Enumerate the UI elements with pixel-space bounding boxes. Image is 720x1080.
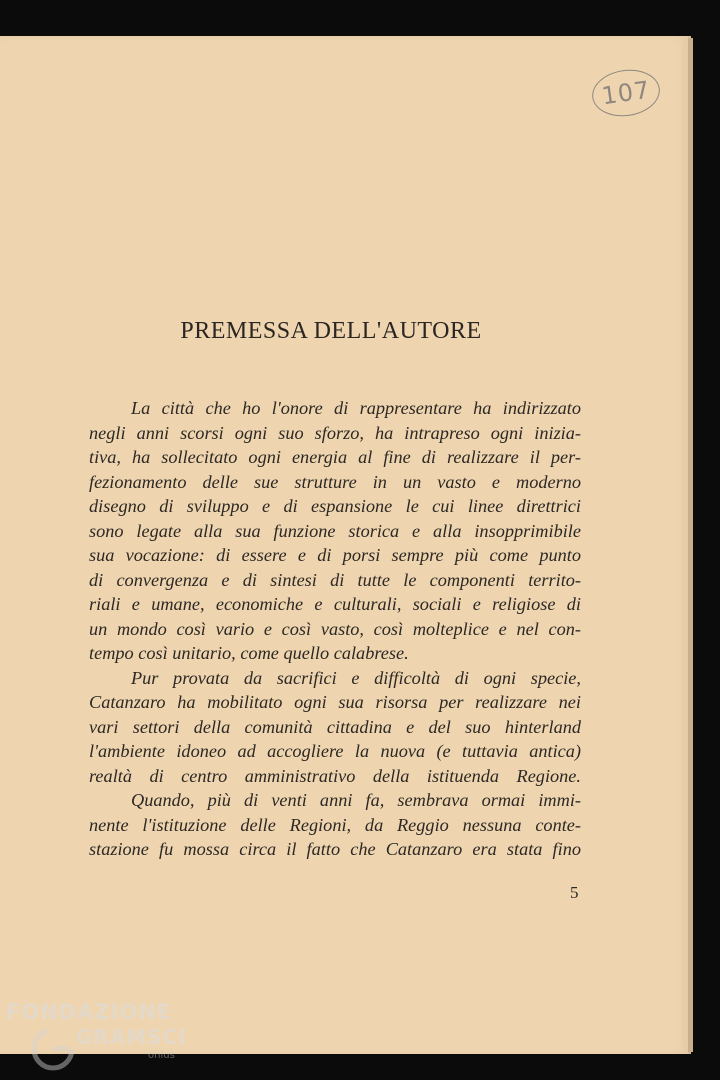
- gramsci-logo-icon: [28, 1024, 78, 1074]
- text-line: tempo così unitario, come quello calabrese.: [89, 643, 409, 663]
- paragraph-3: [89, 788, 581, 862]
- text-line: l'ambiente idoneo ad accogliere la nuova (e tuttavia antica): [89, 741, 581, 761]
- text-line: Pur provata da sacrifici e difficoltà di ogni specie,: [131, 667, 581, 688]
- text-line: nente l'istituzione delle Regioni, da Reggio nessuna conte-: [89, 814, 581, 835]
- fondazione-gramsci-watermark: [6, 1000, 186, 1072]
- archive-number-stamp: 107: [589, 65, 663, 120]
- page-number: 5: [570, 883, 579, 902]
- text-line: Catanzaro ha mobilitato ogni sua risorsa per realizzare nei: [89, 692, 581, 712]
- text-line: tiva, ha sollecitato ogni energia al fine di realizzare il per-: [89, 447, 581, 467]
- paragraph-1: [89, 396, 581, 666]
- page-title: PREMESSA DELL'AUTORE: [180, 318, 482, 344]
- watermark-line-1: FONDAZIONE: [6, 1000, 173, 1024]
- watermark-subtitle: onlus: [148, 1050, 175, 1061]
- text-line: riali e umane, economiche e culturali, sociali e religiose di: [89, 594, 581, 614]
- text-line: stazione fu mossa circa il fatto che Catanzaro era stata fino: [89, 839, 581, 859]
- text-line: di convergenza e di sintesi di tutte le componenti territo-: [89, 569, 581, 590]
- watermark-line-2: GRAMSCI: [76, 1025, 187, 1049]
- paragraph-2: [89, 666, 581, 789]
- text-line: sono legate alla sua funzione storica e alla insopprimibile: [89, 520, 581, 541]
- text-line: sua vocazione: di essere e di porsi sempre più come punto: [89, 545, 581, 565]
- text-line: vari settori della comunità cittadina e del suo hinterland: [89, 716, 581, 737]
- text-line: Quando, più di venti anni fa, sembrava ormai immi-: [131, 790, 581, 810]
- text-line: fezionamento delle sue strutture in un vasto e moderno: [89, 471, 581, 492]
- text-line: un mondo così vario e così vasto, così molteplice e nel con-: [89, 618, 581, 639]
- page-edge: [688, 38, 693, 1052]
- text-line: disegno di sviluppo e di espansione le cui linee direttrici: [89, 496, 581, 516]
- text-line: negli anni scorsi ogni suo sforzo, ha intrapreso ogni inizia-: [89, 422, 581, 443]
- text-line: realtà di centro amministrativo della istituenda Regione.: [89, 765, 581, 786]
- text-line: La città che ho l'onore di rappresentare ha indirizzato: [131, 398, 581, 418]
- body-text: [89, 396, 581, 862]
